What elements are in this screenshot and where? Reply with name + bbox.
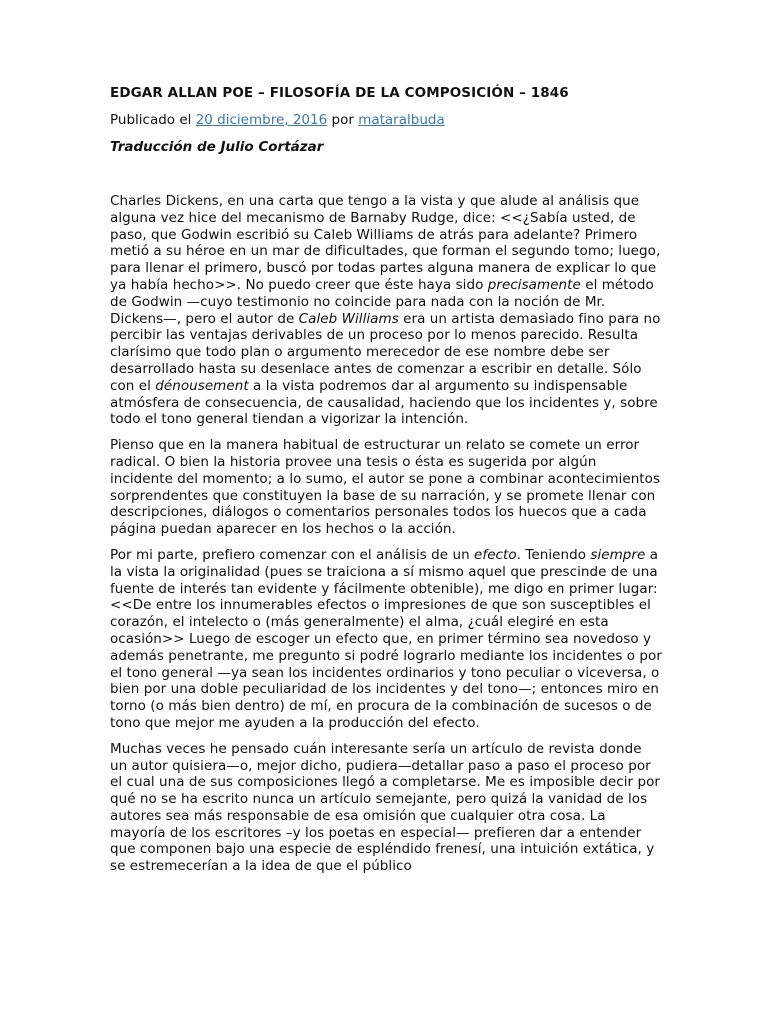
p1-emphasis-denousement: dénousement (155, 377, 249, 394)
p3-text-c: . Teniendo (516, 546, 587, 563)
p1-text-c: el método de Godwin —cuyo testimonio no coincide para nada con la noción de Mr. Dickens—, pero el autor de (110, 276, 654, 327)
paragraph-2: Pienso que en la manera habitual de estructurar un relato se comete un error radical. O bien la historia provee una tesis o ésta es sugerida por algún incidente del momento; a lo sumo, el autor se pone a combinar acontecimientos sorprendentes que constituyen la base de su narración, y se promete llenar con descripciones, diálogos o comentarios personales todos los huecos que a cada página puedan aparecer en los hechos o la acción. (110, 437, 661, 538)
paragraph-1 (110, 193, 662, 428)
p1-text-g: a la vista podremos dar al argumento su indispensable atmósfera de consecuencia, de causalidad, haciendo que los incidentes y, sobre todo el tono general tiendan a vigorizar la intención. (110, 377, 658, 428)
publish-date-link[interactable]: 20 diciembre, 2016 (195, 112, 328, 128)
p3-text-a: Por mi parte, prefiero comenzar con el análisis de un (110, 546, 470, 563)
paragraph-3 (110, 547, 662, 732)
p3-emphasis-efecto: efecto (474, 546, 517, 563)
article-title: EDGAR ALLAN POE – FILOSOFÍA DE LA COMPOSICIÓN – 1846 (110, 85, 569, 101)
translator-credit: Traducción de Julio Cortázar (110, 139, 324, 155)
article-body (110, 84, 662, 875)
p1-text-a: Charles Dickens, en una carta que tengo a la vista y que alude al análisis que alguna vez hice del mecanismo de Barnaby Rudge, dice: <<¿Sabía usted, de paso, que Godwin escribió su Caleb Williams de atrás para adelante? Primero metió a su héroe en un mar de dificultades, que forman el segundo tomo; luego, para llenar el primero, buscó por todas partes alguna manera de explicar lo que ya había hecho>>. No puedo creer que éste haya sido (110, 193, 661, 293)
p1-text-e: era un artista demasiado fino para no percibir las ventajas derivables de un proceso por lo menos parecido. Resulta clarísimo que todo plan o argumento merecedor de ese nombre debe ser desarrollado hasta su desenlace antes de comenzar a escribir en detalle. Sólo con el (110, 310, 661, 394)
by-label: por (331, 112, 354, 128)
published-prefix: Publicado el (110, 112, 192, 128)
publication-meta (110, 111, 662, 129)
p3-text-e: a la vista la originalidad (pues se traiciona a sí mismo aquel que prescinde de una fuente de interés tan evidente y fácilmente obtenible), me digo en primer lugar: <<De entre los innumerables efectos o impresiones de que son susceptibles el corazón, el intelecto o (más generalmente) el alma, ¿cuál elegiré en esta ocasión>> Luego de escoger un efecto que, en primer término sea novedoso y además penetrante, me pregunto si podré lograrlo mediante los incidentes o por el tono general —ya sean los incidentes ordinarios y tono peculiar o viceversa, o bien por una doble peculiaridad de los incidentes y del tono—; entonces miro en torno (o más bien dentro) de mí, en procura de la combinación de sucesos o de tono que mejor me ayuden a la producción del efecto. (110, 546, 662, 731)
p1-emphasis-precisamente: precisamente (487, 276, 581, 293)
p1-emphasis-caleb-williams: Caleb Williams (298, 310, 399, 327)
paragraph-4: Muchas veces he pensado cuán interesante sería un artículo de revista donde un autor quisiera—o, mejor dicho, pudiera—detallar paso a paso el proceso por el cual una de sus composiciones llegó a completarse. Me es imposible decir por qué no se ha escrito nunca un artículo semejante, pero quizá la vanidad de los autores sea más responsable de esa omisión que cualquier otra cosa. La mayoría de los escritores –y los poetas en especial— prefieren dar a entender que componen bajo una especie de espléndido frenesí, una intuición extática, y se estremecerían a la idea de que el público (110, 740, 660, 875)
p3-emphasis-siempre: siempre (590, 546, 646, 563)
author-link[interactable]: mataralbuda (358, 112, 445, 128)
